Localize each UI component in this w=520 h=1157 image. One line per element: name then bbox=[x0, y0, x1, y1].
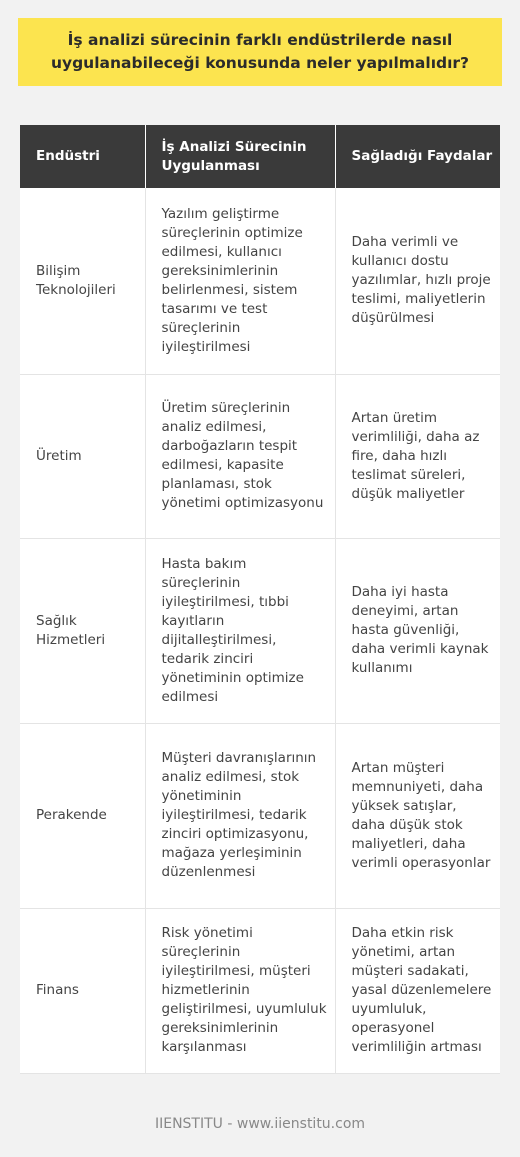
application-cell: Risk yönetimi süreçlerinin iyileştirilmesi, müşteri hizmetlerinin geliştirilmesi, uyumluluk gereksinimlerinin karşılanması bbox=[145, 908, 335, 1073]
header-application: İş Analizi Sürecinin Uygulanması bbox=[145, 125, 335, 188]
application-cell: Müşteri davranışlarının analiz edilmesi, stok yönetiminin iyileştirilmesi, tedarik zinciri optimizasyonu, mağaza yerleşiminin düzenlenmesi bbox=[145, 723, 335, 908]
table-row bbox=[20, 723, 500, 908]
table-header-row bbox=[20, 125, 500, 188]
benefits-cell: Daha etkin risk yönetimi, artan müşteri sadakati, yasal düzenlemelere uyumluluk, operasyonel verimliliğin artması bbox=[335, 908, 500, 1073]
table-row bbox=[20, 188, 500, 374]
benefits-cell: Daha iyi hasta deneyimi, artan hasta güvenliği, daha verimli kaynak kullanımı bbox=[335, 538, 500, 723]
title-banner bbox=[18, 18, 502, 86]
industry-table bbox=[20, 125, 500, 1074]
application-cell: Üretim süreçlerinin analiz edilmesi, darboğazların tespit edilmesi, kapasite planlaması, stok yönetimi optimizasyonu bbox=[145, 374, 335, 538]
table-row bbox=[20, 374, 500, 538]
table-row bbox=[20, 908, 500, 1073]
industry-cell: Bilişim Teknolojileri bbox=[20, 188, 145, 374]
industry-cell: Finans bbox=[20, 908, 145, 1073]
benefits-cell: Artan üretim verimliliği, daha az fire, daha hızlı teslimat süreleri, düşük maliyetler bbox=[335, 374, 500, 538]
header-industry: Endüstri bbox=[20, 125, 145, 188]
application-cell: Yazılım geliştirme süreçlerinin optimize edilmesi, kullanıcı gereksinimlerinin belirlenmesi, sistem tasarımı ve test süreçlerinin iyileştirilmesi bbox=[145, 188, 335, 374]
benefits-cell: Daha verimli ve kullanıcı dostu yazılımlar, hızlı proje teslimi, maliyetlerin düşürülmesi bbox=[335, 188, 500, 374]
industry-cell: Üretim bbox=[20, 374, 145, 538]
table-row bbox=[20, 538, 500, 723]
header-benefits: Sağladığı Faydalar bbox=[335, 125, 500, 188]
application-cell: Hasta bakım süreçlerinin iyileştirilmesi, tıbbi kayıtların dijitalleştirilmesi, tedarik zinciri yönetiminin optimize edilmesi bbox=[145, 538, 335, 723]
industry-cell: Sağlık Hizmetleri bbox=[20, 538, 145, 723]
benefits-cell: Artan müşteri memnuniyeti, daha yüksek satışlar, daha düşük stok maliyetleri, daha verimli operasyonlar bbox=[335, 723, 500, 908]
footer-credit: IIENSTITU - www.iienstitu.com bbox=[154, 1116, 366, 1132]
page-title: İş analizi sürecinin farklı endüstrilerde nasıl uygulanabileceği konusunda neler yapılmalıdır? bbox=[50, 31, 470, 72]
industry-cell: Perakende bbox=[20, 723, 145, 908]
